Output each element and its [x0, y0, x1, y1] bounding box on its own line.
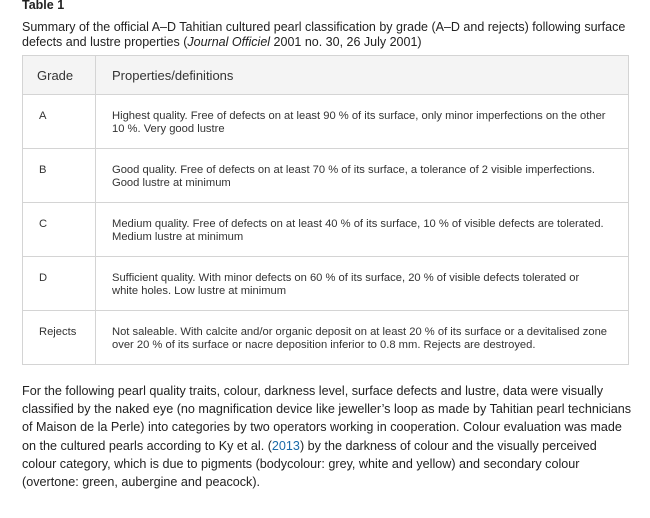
grade-cell: B: [23, 149, 96, 203]
grade-cell: C: [23, 203, 96, 257]
definition-cell: Sufficient quality. With minor defects on 60 % of its surface, 20 % of visible defects tolerated or white holes. Low lustre at minimum: [96, 257, 629, 311]
grade-cell: D: [23, 257, 96, 311]
table-header-row: [23, 56, 629, 95]
caption-text-end: 2001 no. 30, 26 July 2001): [270, 35, 422, 49]
reference-link[interactable]: 2013: [271, 438, 300, 453]
table-row: [23, 257, 629, 311]
paragraph-text: For the following pearl quality traits, colour, darkness level, surface defects and lustre, data were visually classified by the naked eye (no magnification device like jeweller’s loop as made by Tahitian pearl technicians of Maison de la Perle) into categories by two operators working in cooperation. Colour evaluation was made on the cultured pearls according to Ky et al. (: [22, 384, 632, 453]
table-row: [23, 311, 629, 365]
definition-cell: Not saleable. With calcite and/or organic deposit on at least 20 % of its surface or a devitalised zone over 20 % of its surface or nacre deposition inferior to 0.8 mm. Rejects are destroyed.: [96, 311, 629, 365]
header-properties: Properties/definitions: [96, 56, 629, 95]
table-row: [23, 95, 629, 149]
header-grade: Grade: [23, 56, 96, 95]
table-label: Table 1: [22, 0, 65, 12]
definition-cell: Highest quality. Free of defects on at least 90 % of its surface, only minor imperfections on the other 10 %. Very good lustre: [96, 95, 629, 149]
definition-cell: Good quality. Free of defects on at least 70 % of its surface, a tolerance of 2 visible imperfections. Good lustre at minimum: [96, 149, 629, 203]
paragraph-text-end: ) by the darkness of colour and the visually perceived colour category, which is due to pigments (bodycolour: grey, white and yellow) and secondary colour (overtone: green, aubergine and peacock).: [22, 438, 597, 490]
definition-cell: Medium quality. Free of defects on at least 40 % of its surface, 10 % of visible defects are tolerated. Medium lustre at minimum: [96, 203, 629, 257]
body-paragraph: [22, 382, 634, 491]
classification-table: [22, 55, 629, 365]
caption-journal: Journal Officiel: [187, 35, 271, 49]
grade-cell: Rejects: [23, 311, 96, 365]
grade-cell: A: [23, 95, 96, 149]
caption-text: Summary of the official A–D Tahitian cultured pearl classification by grade (A–D and rejects) following surface defects and lustre properties (: [22, 20, 626, 49]
table-caption: [22, 20, 632, 50]
table-row: [23, 203, 629, 257]
table-row: [23, 149, 629, 203]
article-section: [22, 0, 632, 491]
